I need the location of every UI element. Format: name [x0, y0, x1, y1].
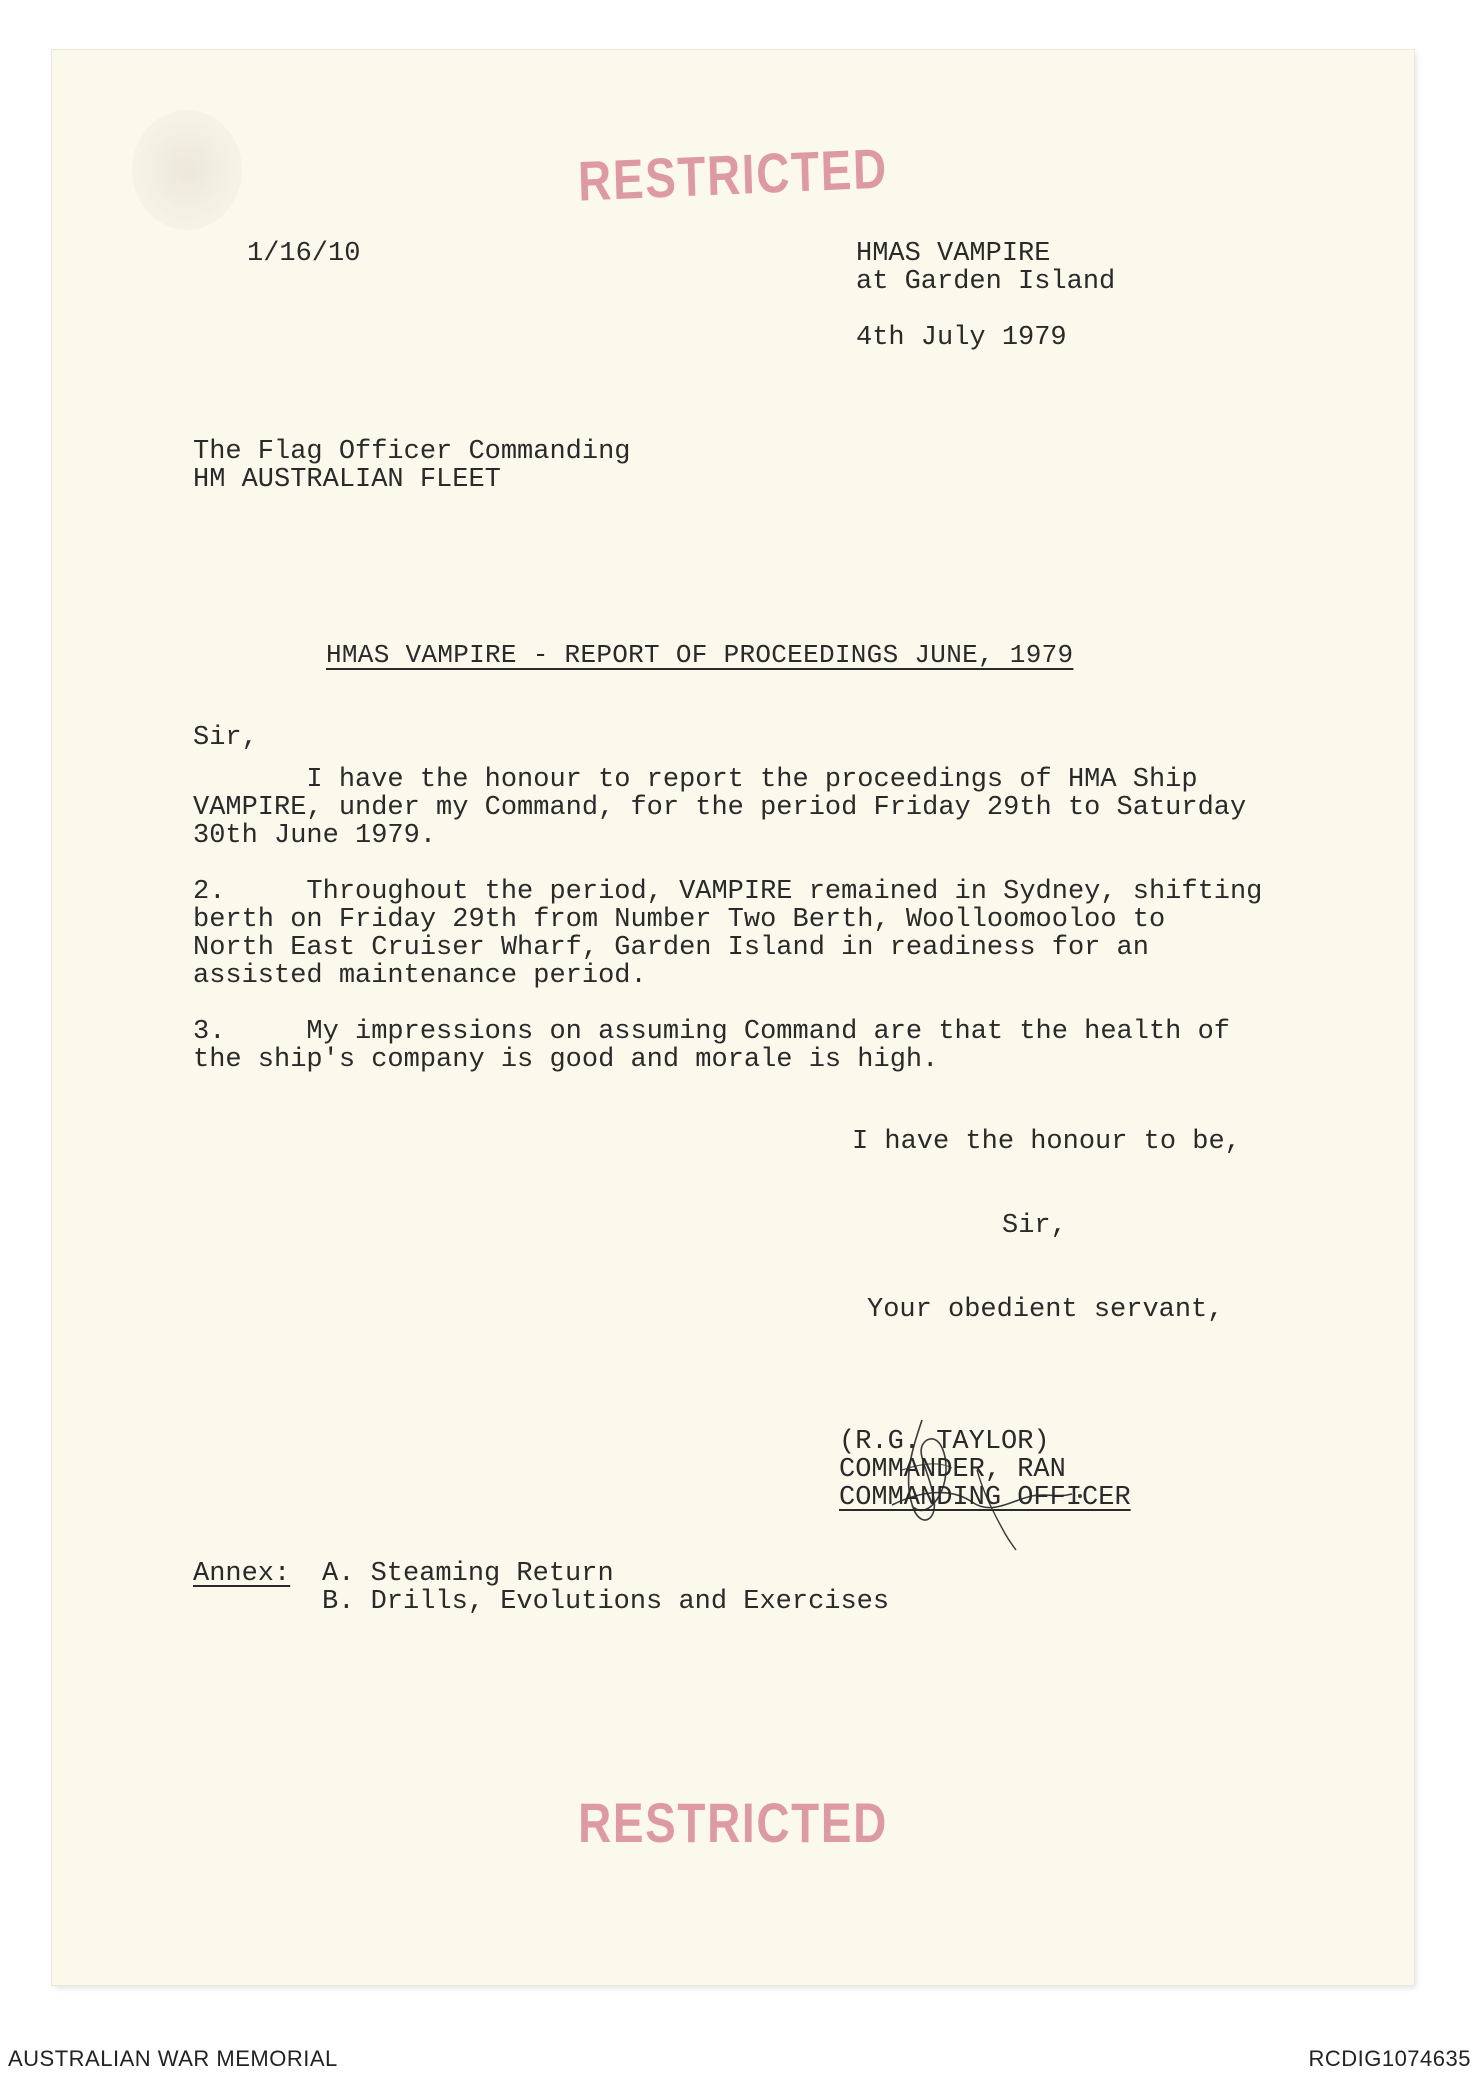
- closing-honour: I have the honour to be,: [852, 1127, 1241, 1157]
- addressee-line-2: HM AUSTRALIAN FLEET: [193, 465, 501, 495]
- letter-date: 4th July 1979: [856, 323, 1067, 353]
- addressee-line-1: The Flag Officer Commanding: [193, 437, 631, 467]
- paragraph-2-line-4: assisted maintenance period.: [193, 961, 647, 991]
- paragraph-2-line-3: North East Cruiser Wharf, Garden Island in readiness for an: [193, 933, 1149, 963]
- file-reference: 1/16/10: [247, 239, 361, 269]
- paragraph-3-line-2: the ship's company is good and morale is high.: [193, 1045, 939, 1075]
- salutation: Sir,: [193, 723, 258, 753]
- paragraph-1-line-2: VAMPIRE, under my Command, for the period Friday 29th to Saturday: [193, 793, 1247, 823]
- closing-servant: Your obedient servant,: [867, 1295, 1224, 1325]
- paragraph-1-line-3: 30th June 1979.: [193, 821, 437, 851]
- ship-location: at Garden Island: [856, 267, 1116, 297]
- subject-heading: HMAS VAMPIRE - REPORT OF PROCEEDINGS JUNE, 1979: [326, 640, 1074, 670]
- document-page: [52, 50, 1414, 1985]
- restricted-stamp-top: RESTRICTED: [577, 136, 889, 213]
- paragraph-2-line-1: 2. Throughout the period, VAMPIRE remained in Sydney, shifting: [193, 877, 1263, 907]
- paragraph-3-line-1: 3. My impressions on assuming Command are that the health of: [193, 1017, 1230, 1047]
- annex-label: Annex:: [193, 1559, 291, 1589]
- restricted-stamp-bottom: RESTRICTED: [578, 1791, 888, 1854]
- footer-archive-name: AUSTRALIAN WAR MEMORIAL: [8, 2046, 338, 2071]
- ship-name: HMAS VAMPIRE: [856, 239, 1051, 269]
- signatory-title: COMMANDING OFFICER: [839, 1483, 1131, 1513]
- annex-item-b: B. Drills, Evolutions and Exercises: [322, 1587, 890, 1617]
- paragraph-1-line-1: I have the honour to report the proceedings of HMA Ship: [193, 765, 1198, 795]
- footer-record-id: RCDIG1074635: [1308, 2046, 1471, 2071]
- annex-item-a: A. Steaming Return: [322, 1559, 614, 1589]
- closing-sir: Sir,: [1002, 1211, 1067, 1241]
- signatory-name: (R.G. TAYLOR): [839, 1427, 1050, 1457]
- paragraph-2-line-2: berth on Friday 29th from Number Two Berth, Woolloomooloo to: [193, 905, 1166, 935]
- signatory-rank: COMMANDER, RAN: [839, 1455, 1066, 1485]
